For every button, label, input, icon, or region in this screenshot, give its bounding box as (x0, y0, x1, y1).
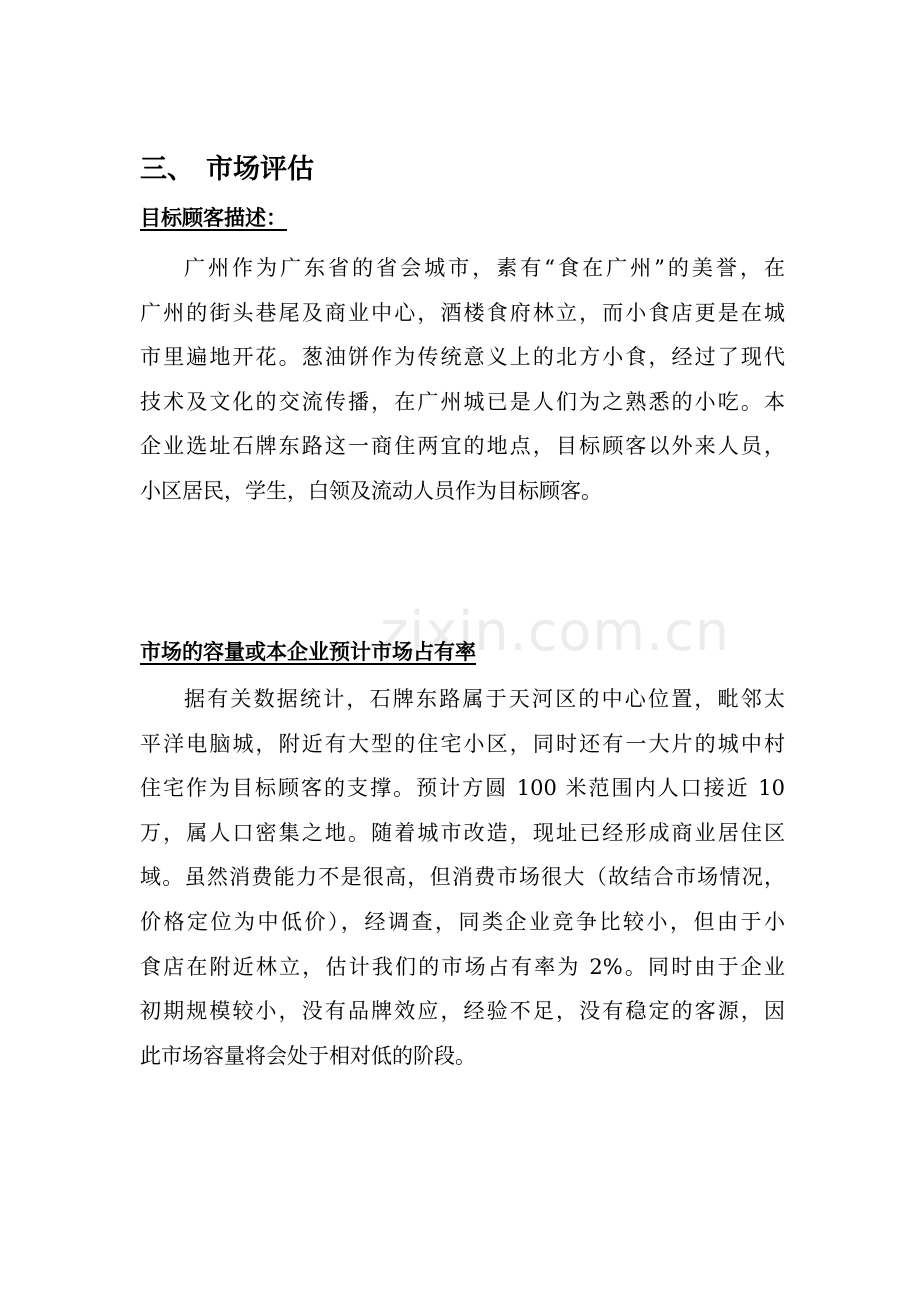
paragraph-line: 广州的街头巷尾及商业中心，酒楼食府林立，而小食店更是在城 (140, 300, 785, 325)
paragraph-line: 住宅作为目标顾客的支撑。预计方圆 100 米范围内人口接近 10 (140, 776, 785, 801)
paragraph-line: 广州作为广东省的省会城市，素有“食在广州”的美誉，在 (184, 256, 785, 280)
paragraph-line: 此市场容量将会处于相对低的阶段。 (140, 1043, 476, 1068)
paragraph-line: 技术及文化的交流传播，在广州城已是人们为之熟悉的小吃。本 (140, 389, 785, 414)
paragraph-line: 万，属人口密集之地。随着城市改造，现址已经形成商业居住区 (140, 820, 785, 845)
section-number: 三、 (140, 154, 194, 185)
paragraph-line: 域。虽然消费能力不是很高，但消费市场很大（故结合市场情况， (140, 865, 785, 890)
section-title-text: 市场评估 (206, 154, 314, 185)
target-customers-paragraph (140, 246, 785, 514)
paragraph-line: 价格定位为中低价），经调查，同类企业竞争比较小，但由于小 (140, 909, 785, 934)
paragraph-line: 初期规模较小，没有品牌效应，经验不足，没有稳定的客源，因 (140, 999, 785, 1024)
paragraph-line: 平洋电脑城，附近有大型的住宅小区，同时还有一大片的城中村 (140, 731, 785, 756)
paragraph-line: 企业选址石牌东路这一商住两宜的地点，目标顾客以外来人员， (140, 434, 785, 459)
watermark: zixin.com.cn (380, 600, 731, 663)
paragraph-line: 食店在附近林立，估计我们的市场占有率为 2%。同时由于企业 (140, 954, 785, 979)
target-customers-heading: 目标顾客描述： (140, 205, 287, 230)
market-capacity-heading: 市场的容量或本企业预计市场占有率 (140, 639, 476, 664)
paragraph-line: 市里遍地开花。葱油饼作为传统意义上的北方小食，经过了现代 (140, 345, 785, 370)
paragraph-line: 据有关数据统计，石牌东路属于天河区的中心位置，毗邻太 (184, 687, 785, 711)
paragraph-line: 小区居民，学生，白领及流动人员作为目标顾客。 (140, 478, 602, 503)
market-capacity-paragraph (140, 677, 785, 1078)
section-title (140, 150, 314, 190)
